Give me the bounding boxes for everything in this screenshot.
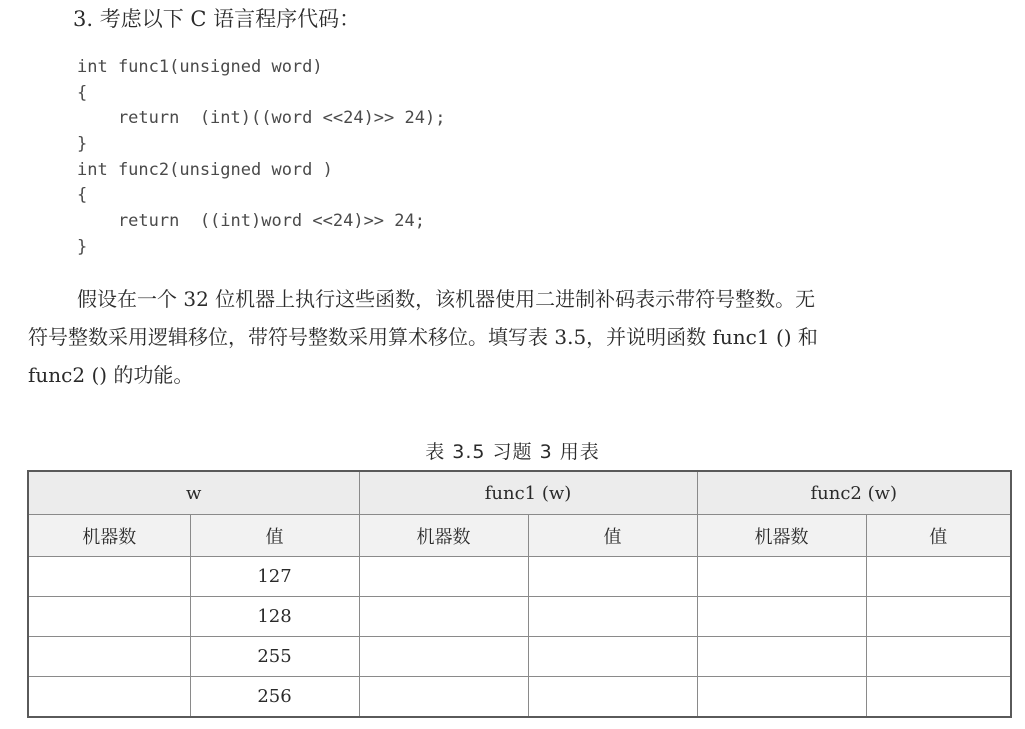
table-cell: 128 [190,597,359,637]
table-cell: 255 [190,637,359,677]
table-cell [697,597,866,637]
table-cell [28,677,190,718]
code-block [77,55,445,261]
table-row [28,677,1011,718]
code-line: { [77,185,88,206]
table-cell [28,597,190,637]
sub-header-value: 值 [190,515,359,557]
table-cell: 256 [190,677,359,718]
table-cell [866,597,1011,637]
table-cell [866,557,1011,597]
code-line: int func2(unsigned word ) [77,159,333,180]
sub-header-value: 值 [528,515,697,557]
exercise-table [27,470,1012,718]
table-cell [528,637,697,677]
table-cell [866,637,1011,677]
table-cell [697,677,866,718]
table-cell [28,637,190,677]
table-cell [359,557,528,597]
table-caption: 表 3.5 习题 3 用表 [425,441,600,463]
paragraph-line: 符号整数采用逻辑移位，带符号整数采用算术移位。填写表 3.5，并说明函数 func1 () 和 [28,325,818,349]
group-header-func1: func1 (w) [359,471,697,515]
group-header-func2: func2 (w) [697,471,1011,515]
sub-header-machine-code: 机器数 [359,515,528,557]
table-sub-header-row [28,515,1011,557]
table-cell [528,677,697,718]
sub-header-machine-code: 机器数 [28,515,190,557]
question-paragraph [28,280,1018,394]
question-heading: 3. 考虑以下 C 语言程序代码： [73,7,361,31]
table-cell [359,677,528,718]
table-cell [359,637,528,677]
table-row [28,557,1011,597]
code-line: } [77,134,88,155]
sub-header-machine-code: 机器数 [697,515,866,557]
group-header-w: w [28,471,359,515]
table-cell [866,677,1011,718]
code-line: return ((int)word <<24)>> 24; [77,211,425,232]
sub-header-value: 值 [866,515,1011,557]
table-row [28,637,1011,677]
code-line: } [77,236,88,257]
code-line: { [77,82,88,103]
table-group-header-row [28,471,1011,515]
table-cell [28,557,190,597]
paragraph-line: func2 () 的功能。 [28,363,194,387]
table-cell [528,597,697,637]
table-cell [528,557,697,597]
table-cell [359,597,528,637]
table-cell [697,557,866,597]
table-row [28,597,1011,637]
code-line: int func1(unsigned word) [77,57,323,77]
paragraph-line: 假设在一个 32 位机器上执行这些函数，该机器使用二进制补码表示带符号整数。无 [77,287,816,311]
table-cell: 127 [190,557,359,597]
table-cell [697,637,866,677]
code-line: return (int)((word <<24)>> 24); [77,108,446,129]
